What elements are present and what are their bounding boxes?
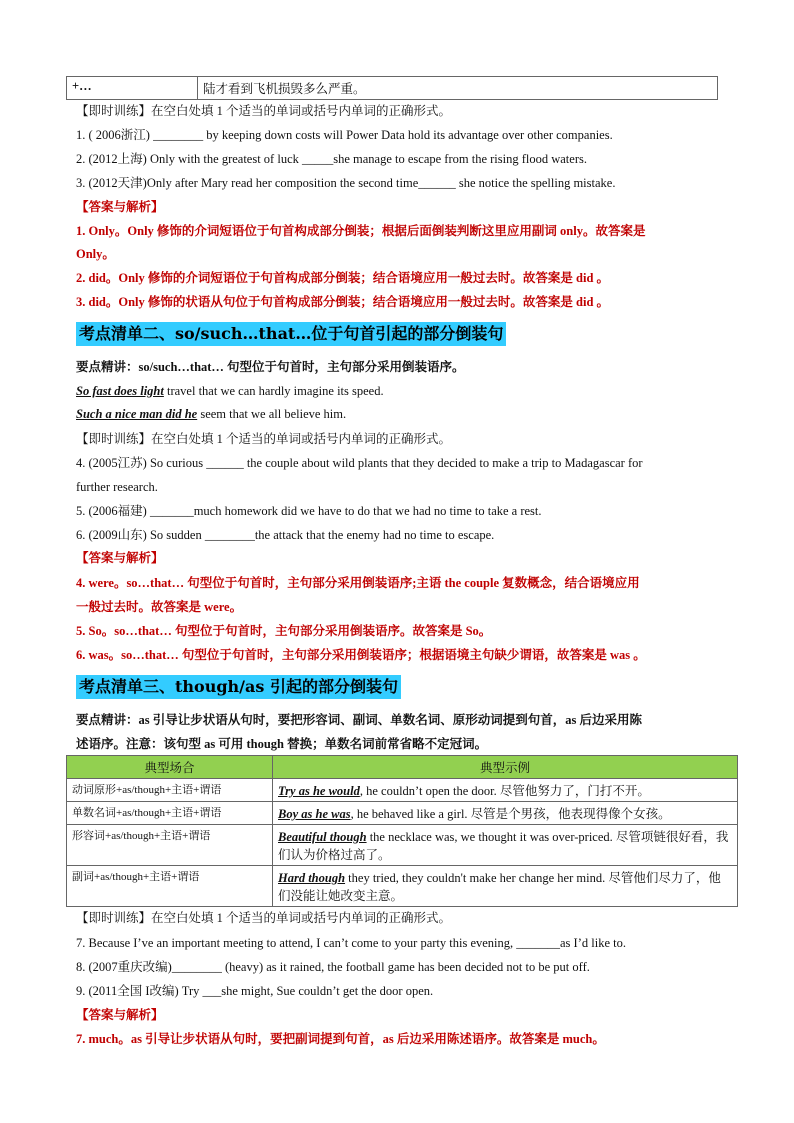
question-6: 6. (2009山东) So sudden ________the attack that the enemy had no time to escape. <box>76 528 495 542</box>
question-9: 9. (2011全国 I改编) Try ___she might, Sue couldn’t get the door open. <box>76 984 434 998</box>
key-point: 要点精讲：so/such…that… 句型位于句首时，主句部分采用倒装语序。 <box>76 360 465 374</box>
pattern-table <box>66 755 738 907</box>
pattern-table-header-occasion: 典型场合 <box>67 756 273 779</box>
row-example-rest: the necklace was, we thought it was over-priced. 尽管项链很好看，我们认为价格过高了。 <box>278 830 729 862</box>
example-1-rest: travel that we can hardly imagine its speed. <box>163 384 384 398</box>
table-row <box>67 866 738 907</box>
question-4-line1: 4. (2005江苏) So curious ______ the couple about wild plants that they decided to make a trip to Madagascar for <box>76 456 643 470</box>
example-2-rest: seem that we all believe him. <box>197 407 347 421</box>
answer-5: 5. So。so…that… 句型位于句首时，主句部分采用倒装语序。故答案是 So。 <box>76 624 492 638</box>
row-example-emphasis: Boy as he was <box>278 807 351 821</box>
top-table-right: 陆才看到飞机损毁多么严重。 <box>198 77 718 100</box>
row-example-rest: they tried, they couldn't make her change her mind. 尽管他们尽力了，他们没能让她改变主意。 <box>278 871 721 903</box>
section-2-heading: 考点清单二、so/such…that…位于句首引起的部分倒装句 <box>76 322 506 346</box>
row-example-emphasis: Try as he would <box>278 784 360 798</box>
answer-6: 6. was。so…that… 句型位于句首时，主句部分采用倒装语序；根据语境主句缺少谓语，故答案是 was 。 <box>76 648 646 662</box>
example-2-emphasis: Such a nice man did he <box>76 407 198 421</box>
table-row <box>67 802 738 825</box>
table-row <box>67 825 738 866</box>
top-table <box>66 76 718 100</box>
top-table-left: +… <box>67 77 198 100</box>
key-point-line1: 要点精讲：as 引导让步状语从句时，要把形容词、副词、单数名词、原形动词提到句首，as 后边采用陈 <box>76 713 642 727</box>
answer-7: 7. much。as 引导让步状语从句时，要把副词提到句首，as 后边采用陈述语序。故答案是 much。 <box>76 1032 605 1046</box>
row-example <box>273 779 738 802</box>
practice-label: 【即时训练】在空白处填 1 个适当的单词或括号内单词的正确形式。 <box>76 104 452 118</box>
answer-1-line1: 1. Only。Only 修饰的介词短语位于句首构成部分倒装；根据后面倒装判断这里应用副词 only。故答案是 <box>76 224 646 238</box>
practice-label: 【即时训练】在空白处填 1 个适当的单词或括号内单词的正确形式。 <box>76 432 452 446</box>
row-label: 动词原形+as/though+主语+谓语 <box>67 779 273 802</box>
example-2 <box>76 406 718 422</box>
section-3-heading: 考点清单三、though/as 引起的部分倒装句 <box>76 675 401 699</box>
example-1-emphasis: So fast does light <box>76 384 164 398</box>
row-example-emphasis: Beautiful though <box>278 830 367 844</box>
row-example-rest: , he couldn’t open the door. 尽管他努力了，门打不开。 <box>359 784 650 798</box>
row-example-emphasis: Hard though <box>278 871 346 885</box>
question-8: 8. (2007重庆改编)________ (heavy) as it rained, the football game has been decided not to be put off. <box>76 960 590 974</box>
row-label: 单数名词+as/though+主语+谓语 <box>67 802 273 825</box>
question-2: 2. (2012上海) Only with the greatest of luck _____she manage to escape from the rising flood waters. <box>76 152 587 166</box>
question-1: 1. ( 2006浙江) ________ by keeping down costs will Power Data hold its advantage over other companies. <box>76 128 613 142</box>
answer-label: 【答案与解析】 <box>76 1008 164 1022</box>
answer-3: 3. did。Only 修饰的状语从句位于句首构成部分倒装；结合语境应用一般过去时。故答案是 did 。 <box>76 295 610 309</box>
row-example <box>273 802 738 825</box>
answer-4-line1: 4. were。so…that… 句型位于句首时，主句部分采用倒装语序;主语 the couple 复数概念，结合语境应用 <box>76 576 640 590</box>
table-row <box>67 779 738 802</box>
row-example <box>273 825 738 866</box>
row-example-rest: , he behaved like a girl. 尽管是个男孩，他表现得像个女孩。 <box>350 807 671 821</box>
row-label: 副词+as/though+主语+谓语 <box>67 866 273 907</box>
pattern-table-header-example: 典型示例 <box>273 756 738 779</box>
question-3: 3. (2012天津)Only after Mary read her composition the second time______ she notice the spelling mistake. <box>76 176 616 190</box>
row-label: 形容词+as/though+主语+谓语 <box>67 825 273 866</box>
answer-2: 2. did。Only 修饰的介词短语位于句首构成部分倒装；结合语境应用一般过去时。故答案是 did 。 <box>76 271 610 285</box>
question-5: 5. (2006福建) _______much homework did we have to do that we had no time to take a rest. <box>76 504 542 518</box>
row-example <box>273 866 738 907</box>
key-point-line2: 述语序。注意：该句型 as 可用 though 替换；单数名词前常省略不定冠词。 <box>76 737 488 751</box>
answer-label: 【答案与解析】 <box>76 200 164 214</box>
answer-4-line2: 一般过去时。故答案是 were。 <box>76 600 243 614</box>
answer-label: 【答案与解析】 <box>76 551 164 565</box>
question-7: 7. Because I’ve an important meeting to attend, I can’t come to your party this evening, _______as I’d like to. <box>76 936 626 950</box>
practice-label: 【即时训练】在空白处填 1 个适当的单词或括号内单词的正确形式。 <box>76 911 452 925</box>
answer-1-line2: Only。 <box>76 247 115 261</box>
example-1 <box>76 383 718 399</box>
question-4-line2: further research. <box>76 480 158 494</box>
